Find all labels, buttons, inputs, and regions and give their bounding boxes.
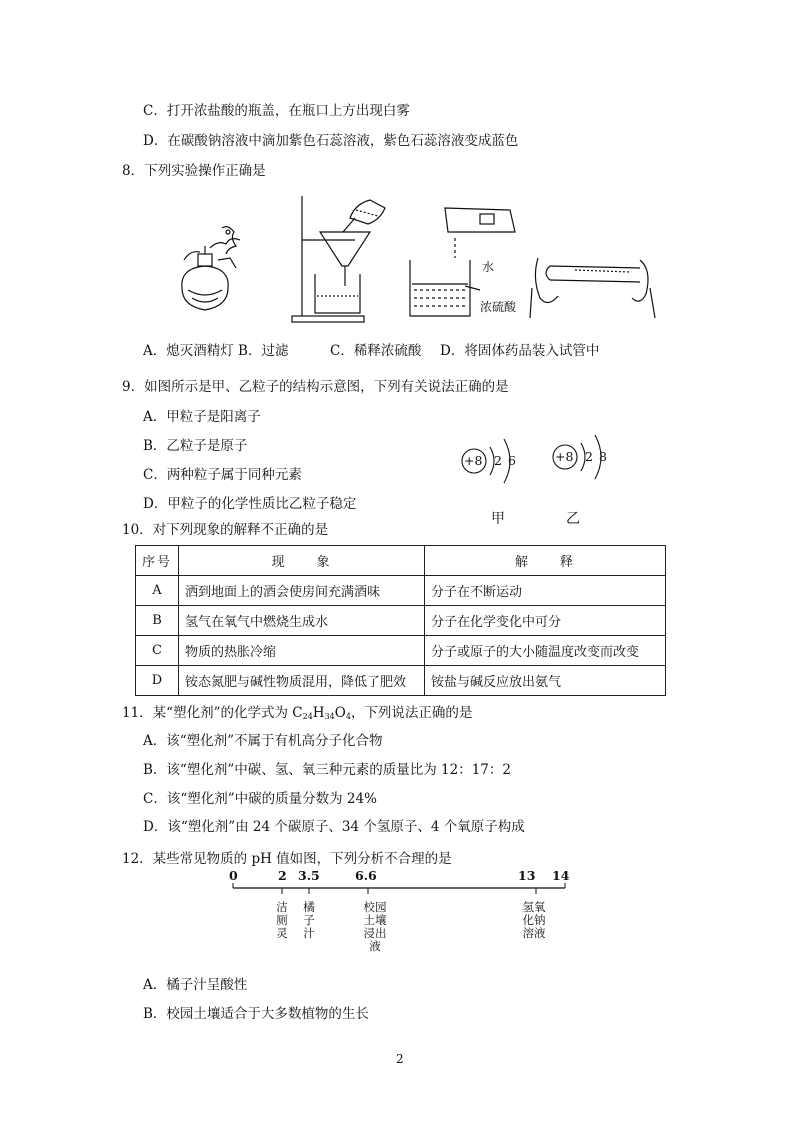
q12-option-a: A．橘子汁呈酸性 [143,977,248,993]
q8-apparatus-figure [170,188,670,338]
ph-tick-2: 2 [278,868,287,883]
q11-sub-hydrogen: 34 [324,712,335,721]
table-cell: B [136,606,179,636]
table-header-row [136,546,666,576]
alcohol-lamp-illustration [182,227,240,310]
ph-tick-0: 0 [229,868,238,883]
q10-explanation-table [135,545,666,696]
table-cell: 分子在不断运动 [425,576,666,606]
table-row [136,666,666,696]
q9-option-c: C．两种粒子属于同种元素 [143,467,302,483]
ph-tick-6-6: 6.6 [355,868,377,883]
q7-option-c: C．打开浓盐酸的瓶盖，在瓶口上方出现白雾 [143,103,410,119]
q8-option-d: D．将固体药品装入试管中 [440,343,600,359]
test-tube-illustration [530,258,655,318]
q10-stem: 10．对下列现象的解释不正确的是 [122,522,329,538]
table-cell: 铵态氮肥与碱性物质混用，降低了肥效 [179,666,425,696]
table-cell: D [136,666,179,696]
q11-stem [122,704,472,726]
table-cell: 洒到地面上的酒会使房间充满酒味 [179,576,425,606]
yi-label: 乙 [566,511,580,527]
q12-stem: 12．某些常见物质的 pH 值如图，下列分析不合理的是 [122,851,452,867]
table-cell: 物质的热胀冷缩 [179,636,425,666]
table-cell: 铵盐与碱反应放出氨气 [425,666,666,696]
yi-nucleus: +8 [555,449,574,464]
q9-stem: 9．如图所示是甲、乙粒子的结构示意图，下列有关说法正确的是 [122,379,509,395]
q9-option-b: B．乙粒子是原子 [143,438,248,454]
q11-option-a: A．该“塑化剂”不属于有机高分子化合物 [143,733,383,749]
q8-acid-label: 浓硫酸 [480,300,517,314]
table-cell: 氢气在氧气中燃烧生成水 [179,606,425,636]
ph-label-soil-extract: 校园土壤浸出液 [363,900,387,953]
ph-tick-3-5: 3.5 [298,868,320,883]
jia-shell1: 2 [494,453,502,468]
ph-label-toilet-cleaner: 洁厕灵 [276,900,288,940]
filtration-illustration [292,196,385,322]
q11-h: H [312,705,325,721]
table-row [136,636,666,666]
yi-shell1: 2 [585,449,593,464]
jia-label: 甲 [491,511,505,527]
ph-tick-13: 13 [518,868,536,883]
yi-shell2: 8 [599,449,607,464]
q9-option-a: A．甲粒子是阳离子 [143,409,261,425]
q11-sub-carbon: 24 [302,712,313,721]
q11-sub-oxygen: 4 [345,712,351,721]
q8-water-label: 水 [482,260,495,274]
table-cell: A [136,576,179,606]
table-cell: C [136,636,179,666]
q7-option-d: D．在碳酸钠溶液中滴加紫色石蕊溶液，紫色石蕊溶液变成蓝色 [143,133,519,149]
jia-shell2: 6 [508,453,516,468]
q11-stem-post: ，下列说法正确的是 [350,705,473,721]
table-cell: 分子在化学变化中可分 [425,606,666,636]
ph-label-orange-juice: 橘子汁 [303,900,315,940]
q11-option-c: C．该“塑化剂”中碳的质量分数为 24% [143,791,377,807]
q12-option-b: B．校园土壤适合于大多数植物的生长 [143,1006,369,1022]
ph-label-naoh-solution: 氢氧化钠溶液 [522,900,546,940]
q8-stem: 8．下列实验操作正确是 [122,163,266,179]
q8-option-c: C．稀释浓硫酸 [330,343,422,359]
ph-tick-14: 14 [552,868,570,883]
header-cell: 序号 [136,546,179,576]
q11-option-d: D．该“塑化剂”由 24 个碳原子、34 个氢原子、4 个氧原子构成 [143,819,525,835]
table-row [136,606,666,636]
header-cell: 现 象 [179,546,425,576]
q11-o: O [334,705,346,721]
q11-stem-pre: 11．某“塑化剂”的化学式为 C [122,705,303,721]
table-cell: 分子或原子的大小随温度改变而改变 [425,636,666,666]
jia-nucleus: +8 [464,453,483,468]
page-number: 2 [396,1052,404,1066]
q9-option-d: D．甲粒子的化学性质比乙粒子稳定 [143,496,357,512]
q8-option-ab: A．熄灭酒精灯 B．过滤 [143,343,289,359]
header-cell: 解 释 [425,546,666,576]
table-row [136,576,666,606]
q11-option-b: B．该“塑化剂”中碳、氢、氧三种元素的质量比为 12：17：2 [143,762,511,778]
